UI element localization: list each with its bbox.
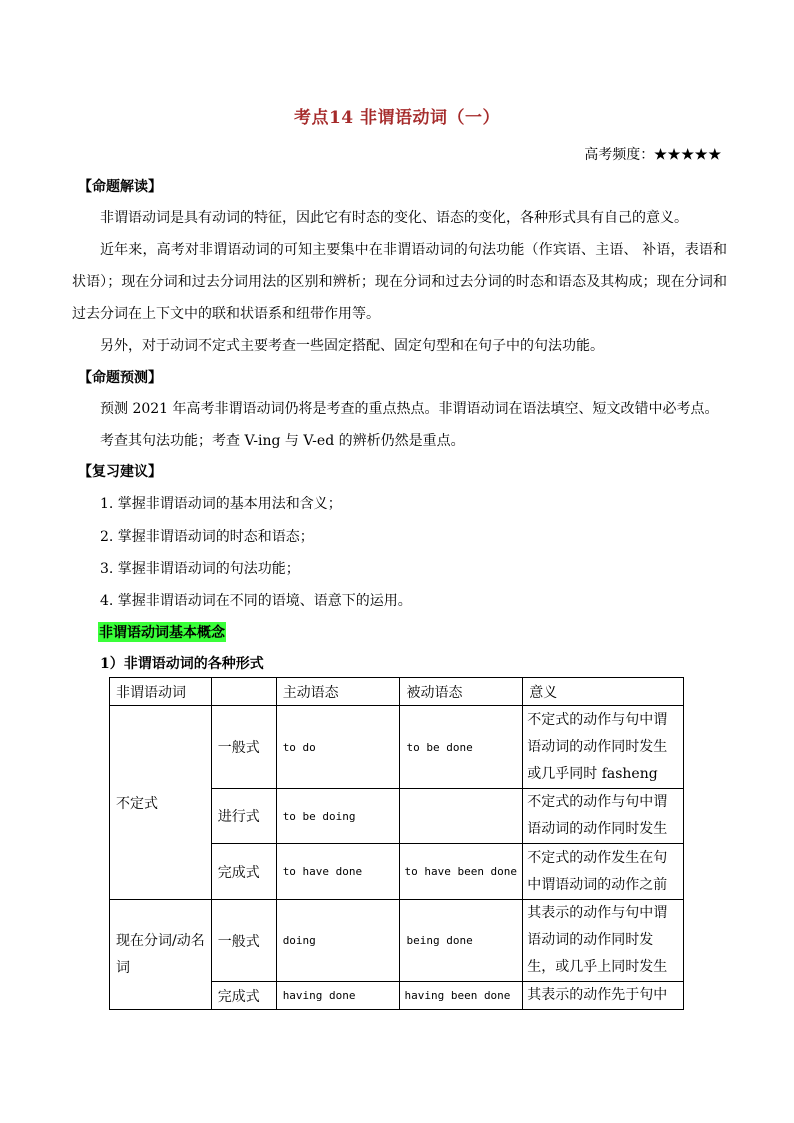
passive-cell: being done [400,900,523,982]
group-label-infinitive: 不定式 [110,706,212,900]
meaning-cell: 其表示的动作与句中谓语动词的动作同时发生，或几乎上同时发生 [523,900,684,982]
paragraph: 考查其句法功能；考查 V-ing 与 V-ed 的辨析仍然是重点。 [100,433,465,449]
passive-cell: to be done [400,706,523,789]
meaning-cell: 不定式的动作发生在句中谓语动词的动作之前 [523,844,684,900]
table-header-cell: 意义 [523,678,684,706]
table-header-cell [211,678,276,706]
active-cell: to be doing [276,789,400,844]
form-cell: 一般式 [211,706,276,789]
list-item: 3. 掌握非谓语动词的句法功能； [100,561,300,577]
star-rating-icons: ★★★★★ [654,147,722,163]
paragraph: 预测 2021 年高考非谓语动词仍将是考查的重点热点。非谓语动词在语法填空、短文改错中必考点。 [100,401,719,417]
active-cell: to do [276,706,400,789]
list-item: 1. 掌握非谓语动词的基本用法和含义； [100,496,342,512]
table-header-cell: 被动语态 [400,678,523,706]
meaning-cell: 其表示的动作先于句中 [523,982,684,1010]
frequency-rating [584,144,722,164]
active-cell: doing [276,900,400,982]
frequency-label: 高考频度： [584,147,655,163]
form-cell: 完成式 [211,844,276,900]
active-cell: having done [276,982,400,1010]
active-cell: to have done [276,844,400,900]
nonfinite-forms-table [109,677,684,1010]
passive-cell: to have been done [400,844,523,900]
table-header-cell: 主动语态 [276,678,400,706]
table-header-row [110,678,684,706]
paragraph: 近年来，高考对非谓语动词的可知主要集中在非谓语动词的句法功能（作宾语、主语、 补语，表语和状语）；现在分词和过去分词用法的区别和辨析；现在分词和过去分词的时态和语态及其构成；现在分词和过去分词在上下文中的联和状语系和纽带作用等。 [72,242,727,322]
paragraph: 非谓语动词是具有动词的特征，因此它有时态的变化、语态的变化，各种形式具有自己的意义。 [100,210,688,226]
section-heading-interpret: 【命题解读】 [78,179,162,195]
list-item: 2. 掌握非谓语动词的时态和语态； [100,529,314,545]
section-heading-review: 【复习建议】 [78,464,162,480]
group-label-participle: 现在分词/动名词 [110,900,212,1010]
passive-cell: having been done [400,982,523,1010]
table-header-cell: 非谓语动词 [110,678,212,706]
table-row [110,706,684,789]
highlighted-topic: 非谓语动词基本概念 [98,622,226,642]
table-row [110,900,684,982]
form-cell: 完成式 [211,982,276,1010]
paragraph: 另外，对于动词不定式主要考查一些固定搭配、固定句型和在句子中的句法功能。 [100,338,604,354]
meaning-cell: 不定式的动作与句中谓语动词的动作同时发生或几乎同时 fasheng [523,706,684,789]
form-cell: 一般式 [211,900,276,982]
form-cell: 进行式 [211,789,276,844]
page-title: 考点14 非谓语动词（一） [293,108,501,128]
list-item: 4. 掌握非谓语动词在不同的语境、语意下的运用。 [100,593,412,609]
section-heading-predict: 【命题预测】 [78,370,162,386]
subheading: 1）非谓语动词的各种形式 [100,656,264,672]
meaning-cell: 不定式的动作与句中谓语动词的动作同时发生 [523,789,684,844]
passive-cell [400,789,523,844]
